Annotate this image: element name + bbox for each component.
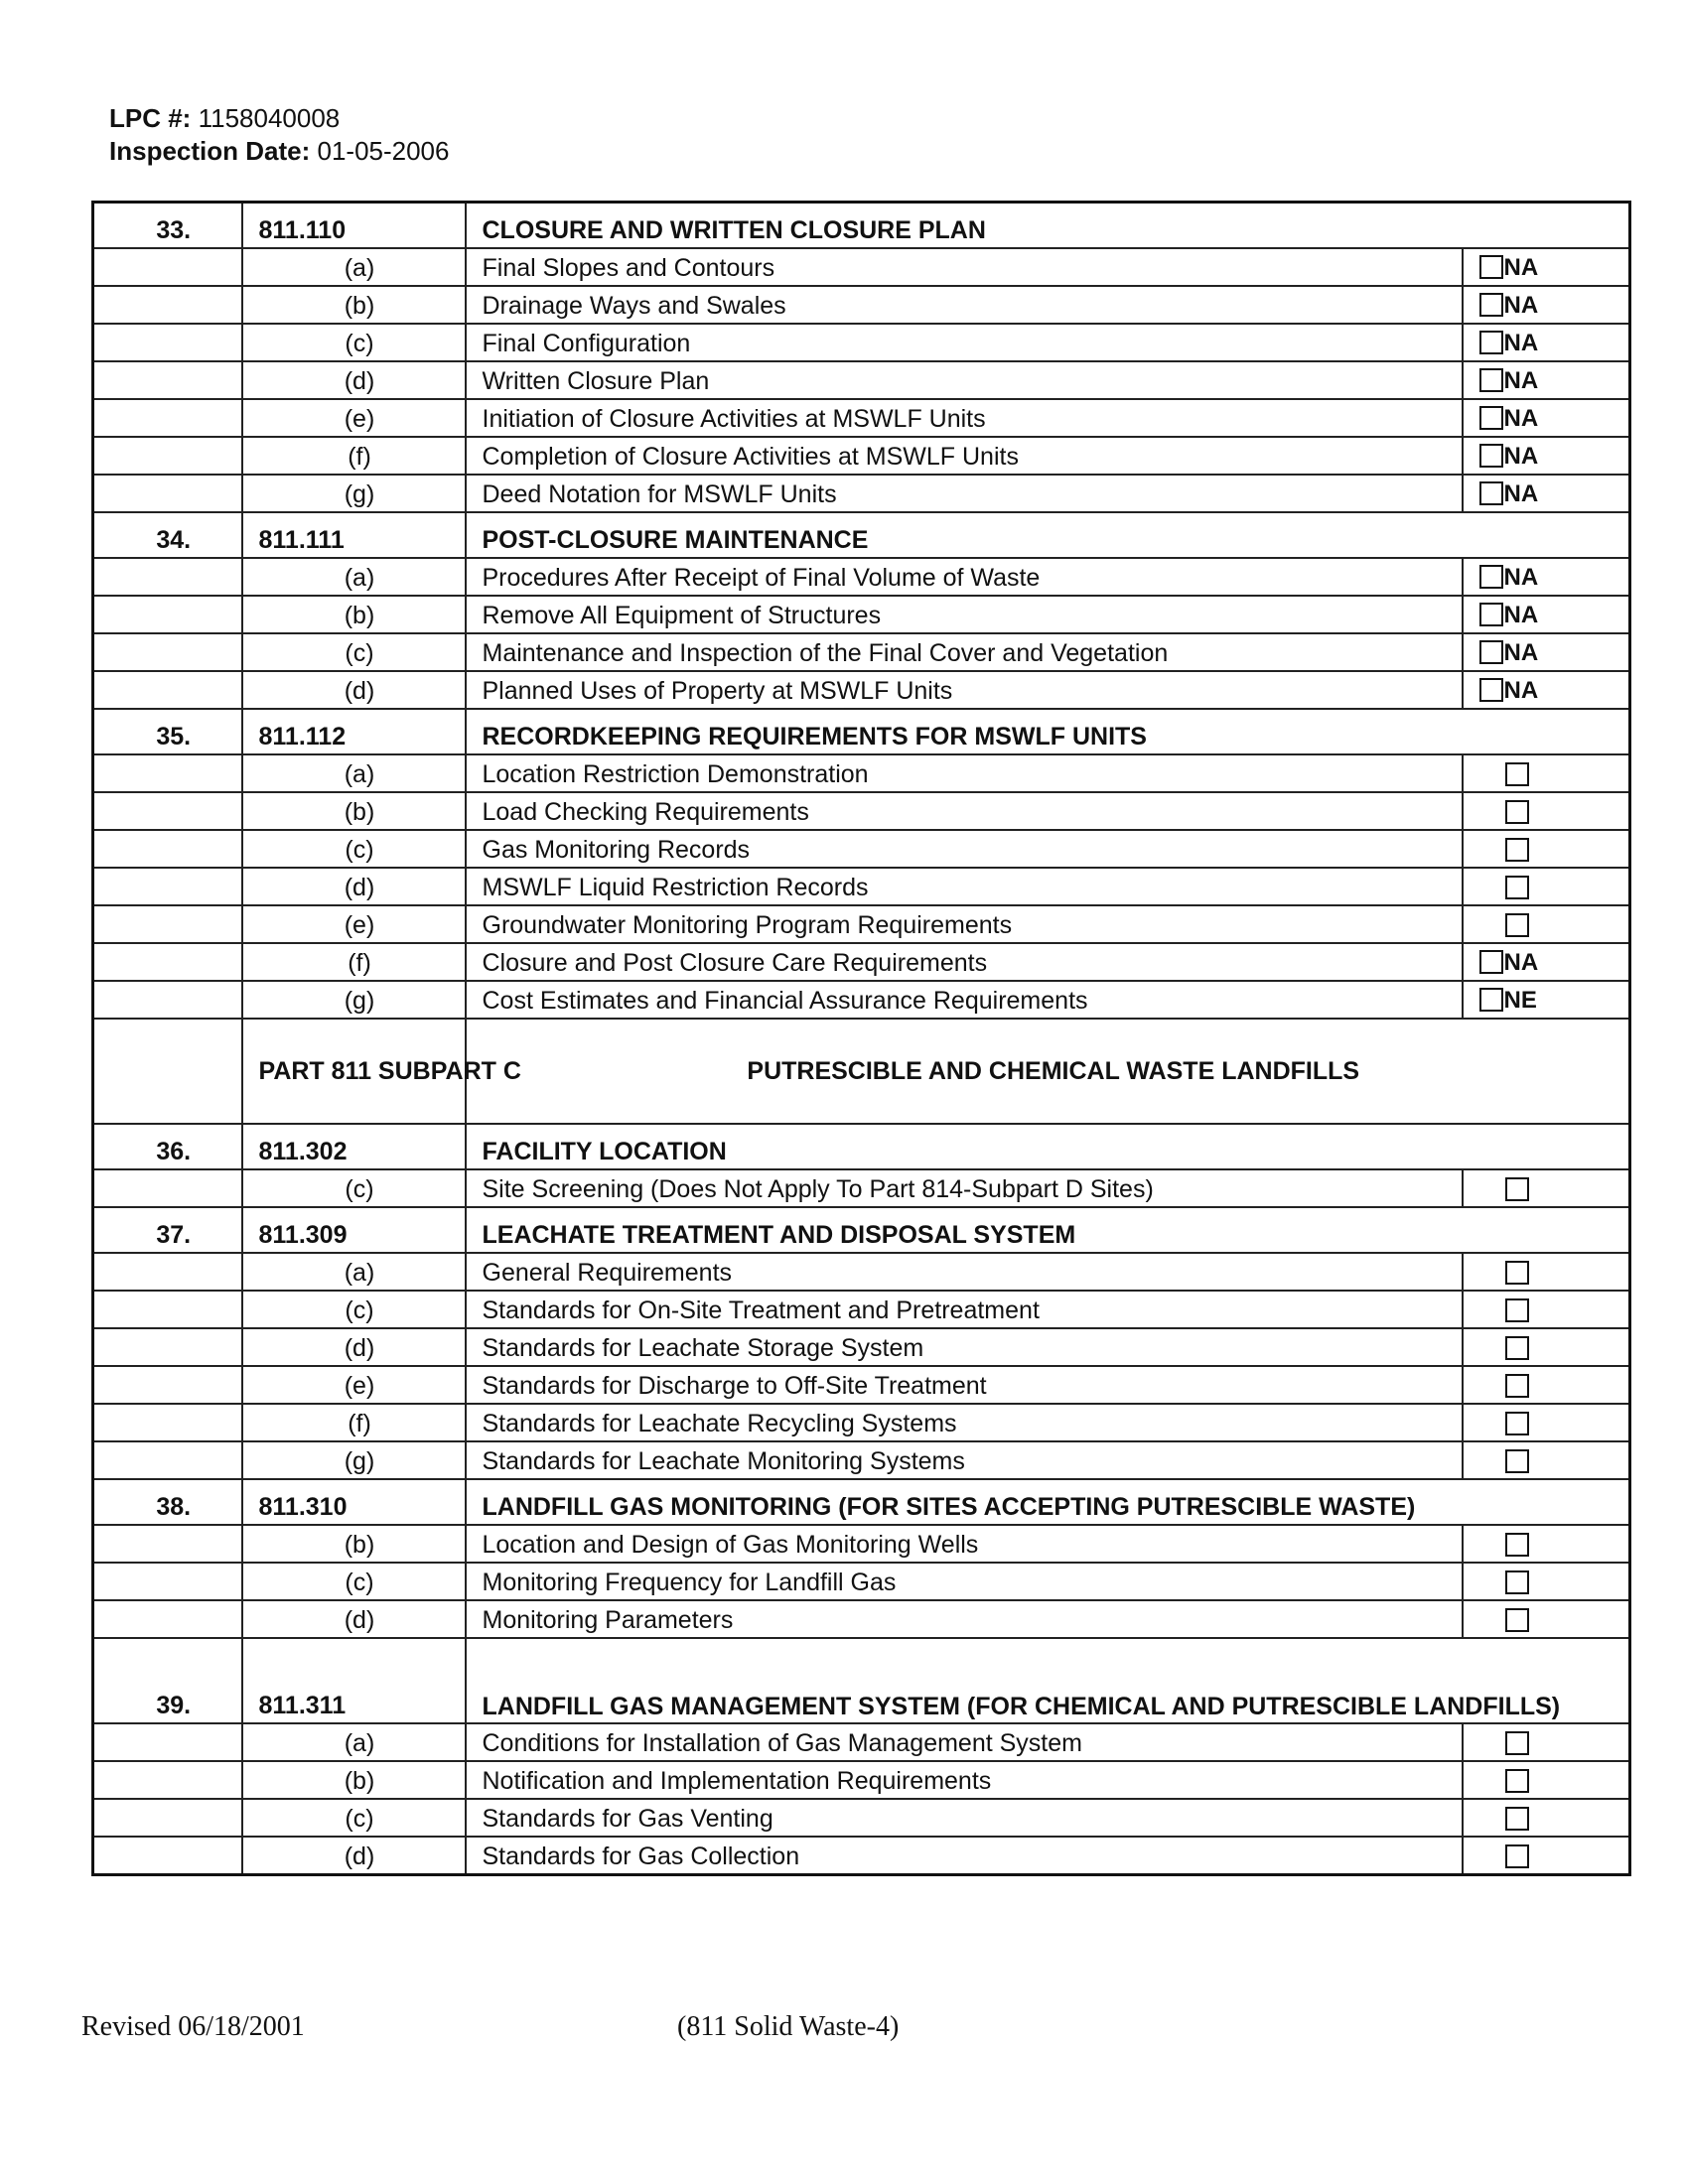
page-label: (811 Solid Waste-4) xyxy=(677,2011,900,2042)
item-description: Initiation of Closure Activities at MSWLF Units xyxy=(466,399,1463,437)
checkbox-label: NA xyxy=(1503,292,1539,319)
checklist-item-row xyxy=(93,868,1630,905)
item-description: Notification and Implementation Requirements xyxy=(466,1761,1463,1799)
item-checkbox-cell xyxy=(1463,1291,1630,1328)
checklist-item-row xyxy=(93,1253,1630,1291)
checkbox-icon[interactable] xyxy=(1505,838,1529,862)
checkbox-label: NA xyxy=(1503,949,1539,976)
checklist-item-row xyxy=(93,792,1630,830)
item-blank-cell xyxy=(93,830,242,868)
item-letter: (d) xyxy=(242,1837,466,1875)
item-blank-cell xyxy=(93,633,242,671)
item-checkbox-cell xyxy=(1463,1799,1630,1837)
section-title: FACILITY LOCATION xyxy=(466,1124,1630,1169)
section-number: 36. xyxy=(93,1124,242,1169)
item-letter: (b) xyxy=(242,792,466,830)
item-blank-cell xyxy=(93,1761,242,1799)
item-checkbox-cell xyxy=(1463,754,1630,792)
checkbox-icon[interactable] xyxy=(1505,876,1529,899)
checkbox-label: NA xyxy=(1503,602,1539,628)
item-checkbox-cell xyxy=(1463,399,1630,437)
section-code: 811.311 xyxy=(242,1638,466,1723)
section-heading-row xyxy=(93,709,1630,754)
checkbox-icon[interactable] xyxy=(1479,444,1503,468)
checkbox-icon[interactable] xyxy=(1479,988,1503,1012)
section-code: 811.302 xyxy=(242,1124,466,1169)
item-letter: (d) xyxy=(242,361,466,399)
checklist-item-row xyxy=(93,475,1630,512)
section-number: 39. xyxy=(93,1638,242,1723)
checkbox-icon[interactable] xyxy=(1505,1298,1529,1322)
checklist-item-row xyxy=(93,1328,1630,1366)
section-code: 811.110 xyxy=(242,203,466,249)
item-blank-cell xyxy=(93,1404,242,1441)
checklist-item-row xyxy=(93,1441,1630,1479)
item-blank-cell xyxy=(93,868,242,905)
item-blank-cell xyxy=(93,1837,242,1875)
checkbox-icon[interactable] xyxy=(1505,1769,1529,1793)
item-blank-cell xyxy=(93,981,242,1019)
item-blank-cell xyxy=(93,1525,242,1563)
checklist-item-row xyxy=(93,1169,1630,1207)
item-letter: (e) xyxy=(242,399,466,437)
item-letter: (a) xyxy=(242,558,466,596)
section-title: LANDFILL GAS MONITORING (FOR SITES ACCEPTING PUTRESCIBLE WASTE) xyxy=(466,1479,1630,1525)
item-letter: (c) xyxy=(242,1799,466,1837)
part-number-cell xyxy=(93,1019,242,1124)
item-description: Gas Monitoring Records xyxy=(466,830,1463,868)
item-blank-cell xyxy=(93,558,242,596)
section-number: 34. xyxy=(93,512,242,558)
item-checkbox-cell xyxy=(1463,286,1630,324)
part-heading-row xyxy=(93,1019,1630,1124)
item-description: Cost Estimates and Financial Assurance Requirements xyxy=(466,981,1463,1019)
item-description: Standards for Gas Venting xyxy=(466,1799,1463,1837)
section-code: 811.111 xyxy=(242,512,466,558)
checklist-item-row xyxy=(93,399,1630,437)
item-description: Maintenance and Inspection of the Final Cover and Vegetation xyxy=(466,633,1463,671)
lpc-value: 1158040008 xyxy=(198,103,341,133)
item-description: Location Restriction Demonstration xyxy=(466,754,1463,792)
checkbox-label: NA xyxy=(1503,405,1539,432)
checkbox-icon[interactable] xyxy=(1505,1177,1529,1201)
checkbox-label: NA xyxy=(1503,443,1539,470)
item-letter: (b) xyxy=(242,1761,466,1799)
item-blank-cell xyxy=(93,596,242,633)
item-letter: (b) xyxy=(242,596,466,633)
section-code: 811.112 xyxy=(242,709,466,754)
item-checkbox-cell xyxy=(1463,905,1630,943)
checkbox-icon[interactable] xyxy=(1505,1844,1529,1868)
item-checkbox-cell xyxy=(1463,1723,1630,1761)
checkbox-label: NA xyxy=(1503,639,1539,666)
item-letter: (g) xyxy=(242,475,466,512)
item-description: Procedures After Receipt of Final Volume of Waste xyxy=(466,558,1463,596)
item-description: Standards for Leachate Storage System xyxy=(466,1328,1463,1366)
revision-note: Revised 06/18/2001 xyxy=(81,2011,305,2042)
item-checkbox-cell xyxy=(1463,248,1630,286)
item-blank-cell xyxy=(93,905,242,943)
item-description: Standards for Leachate Recycling Systems xyxy=(466,1404,1463,1441)
item-letter: (c) xyxy=(242,324,466,361)
item-description: Site Screening (Does Not Apply To Part 814-Subpart D Sites) xyxy=(466,1169,1463,1207)
checkbox-icon[interactable] xyxy=(1479,640,1503,664)
checkbox-icon[interactable] xyxy=(1505,1261,1529,1285)
part-code: PART 811 SUBPART C xyxy=(242,1019,466,1124)
checklist-item-row xyxy=(93,248,1630,286)
section-heading-row xyxy=(93,1479,1630,1525)
checkbox-icon[interactable] xyxy=(1505,1731,1529,1755)
lpc-label: LPC #: xyxy=(109,103,192,133)
checklist-item-row xyxy=(93,830,1630,868)
item-checkbox-cell xyxy=(1463,1600,1630,1638)
item-blank-cell xyxy=(93,1328,242,1366)
checkbox-icon[interactable] xyxy=(1479,565,1503,589)
checkbox-icon[interactable] xyxy=(1479,481,1503,505)
checkbox-icon[interactable] xyxy=(1505,1807,1529,1831)
checkbox-icon[interactable] xyxy=(1505,1533,1529,1557)
item-letter: (c) xyxy=(242,1291,466,1328)
item-description: Standards for On-Site Treatment and Pretreatment xyxy=(466,1291,1463,1328)
item-description: Load Checking Requirements xyxy=(466,792,1463,830)
checklist-item-row xyxy=(93,437,1630,475)
section-heading-row xyxy=(93,1124,1630,1169)
item-checkbox-cell xyxy=(1463,868,1630,905)
item-letter: (e) xyxy=(242,905,466,943)
item-checkbox-cell xyxy=(1463,943,1630,981)
checklist-item-row xyxy=(93,1837,1630,1875)
item-description: Standards for Gas Collection xyxy=(466,1837,1463,1875)
section-number: 37. xyxy=(93,1207,242,1253)
inspection-date xyxy=(109,136,449,167)
item-blank-cell xyxy=(93,1291,242,1328)
item-checkbox-cell xyxy=(1463,633,1630,671)
item-blank-cell xyxy=(93,437,242,475)
item-description: Written Closure Plan xyxy=(466,361,1463,399)
section-code: 811.309 xyxy=(242,1207,466,1253)
section-title: LANDFILL GAS MANAGEMENT SYSTEM (FOR CHEMICAL AND PUTRESCIBLE LANDFILLS) xyxy=(466,1638,1630,1723)
checkbox-icon[interactable] xyxy=(1505,1336,1529,1360)
item-checkbox-cell xyxy=(1463,558,1630,596)
item-letter: (b) xyxy=(242,286,466,324)
item-description: Drainage Ways and Swales xyxy=(466,286,1463,324)
checklist-item-row xyxy=(93,633,1630,671)
item-description: Planned Uses of Property at MSWLF Units xyxy=(466,671,1463,709)
item-blank-cell xyxy=(93,1366,242,1404)
section-heading-row xyxy=(93,203,1630,249)
item-blank-cell xyxy=(93,286,242,324)
item-checkbox-cell xyxy=(1463,324,1630,361)
item-letter: (b) xyxy=(242,1525,466,1563)
item-letter: (c) xyxy=(242,830,466,868)
checkbox-icon[interactable] xyxy=(1505,1570,1529,1594)
inspection-date-value: 01-05-2006 xyxy=(317,136,450,166)
item-blank-cell xyxy=(93,1441,242,1479)
checkbox-icon[interactable] xyxy=(1505,1412,1529,1435)
checklist-item-row xyxy=(93,596,1630,633)
checklist-item-row xyxy=(93,1600,1630,1638)
inspection-date-label: Inspection Date: xyxy=(109,136,311,166)
item-blank-cell xyxy=(93,324,242,361)
item-blank-cell xyxy=(93,754,242,792)
checkbox-icon[interactable] xyxy=(1505,1449,1529,1473)
item-checkbox-cell xyxy=(1463,1328,1630,1366)
section-heading-row xyxy=(93,1207,1630,1253)
checkbox-icon[interactable] xyxy=(1479,331,1503,354)
item-blank-cell xyxy=(93,399,242,437)
item-blank-cell xyxy=(93,1253,242,1291)
item-letter: (d) xyxy=(242,1600,466,1638)
section-number: 33. xyxy=(93,203,242,249)
checklist-item-row xyxy=(93,361,1630,399)
item-checkbox-cell xyxy=(1463,830,1630,868)
item-blank-cell xyxy=(93,361,242,399)
item-checkbox-cell xyxy=(1463,1761,1630,1799)
lpc-number xyxy=(109,103,340,134)
item-letter: (a) xyxy=(242,1253,466,1291)
checkbox-icon[interactable] xyxy=(1479,368,1503,392)
item-blank-cell xyxy=(93,671,242,709)
checklist-item-row xyxy=(93,558,1630,596)
checkbox-icon[interactable] xyxy=(1505,1608,1529,1632)
item-letter: (g) xyxy=(242,981,466,1019)
section-title: CLOSURE AND WRITTEN CLOSURE PLAN xyxy=(466,203,1630,249)
item-blank-cell xyxy=(93,248,242,286)
checklist-item-row xyxy=(93,1799,1630,1837)
item-description: Location and Design of Gas Monitoring Wells xyxy=(466,1525,1463,1563)
item-description: Final Configuration xyxy=(466,324,1463,361)
item-blank-cell xyxy=(93,1799,242,1837)
checkbox-icon[interactable] xyxy=(1505,1374,1529,1398)
item-checkbox-cell xyxy=(1463,1404,1630,1441)
item-letter: (c) xyxy=(242,1563,466,1600)
checkbox-icon[interactable] xyxy=(1479,293,1503,317)
checklist-item-row xyxy=(93,1525,1630,1563)
checkbox-icon[interactable] xyxy=(1479,950,1503,974)
item-description: Monitoring Parameters xyxy=(466,1600,1463,1638)
checkbox-icon[interactable] xyxy=(1505,913,1529,937)
section-heading-row xyxy=(93,1638,1630,1723)
section-number: 35. xyxy=(93,709,242,754)
item-description: Standards for Leachate Monitoring Systems xyxy=(466,1441,1463,1479)
item-description: Deed Notation for MSWLF Units xyxy=(466,475,1463,512)
section-title: POST-CLOSURE MAINTENANCE xyxy=(466,512,1630,558)
checkbox-label: NE xyxy=(1503,987,1537,1014)
item-description: Groundwater Monitoring Program Requirements xyxy=(466,905,1463,943)
item-letter: (a) xyxy=(242,1723,466,1761)
item-blank-cell xyxy=(93,1563,242,1600)
item-description: Remove All Equipment of Structures xyxy=(466,596,1463,633)
section-heading-row xyxy=(93,512,1630,558)
checkbox-label: NA xyxy=(1503,564,1539,591)
checklist-item-row xyxy=(93,943,1630,981)
checkbox-label: NA xyxy=(1503,677,1539,704)
checklist-item-row xyxy=(93,754,1630,792)
item-letter: (a) xyxy=(242,248,466,286)
section-title: RECORDKEEPING REQUIREMENTS FOR MSWLF UNITS xyxy=(466,709,1630,754)
section-number: 38. xyxy=(93,1479,242,1525)
item-checkbox-cell xyxy=(1463,475,1630,512)
item-checkbox-cell xyxy=(1463,981,1630,1019)
item-checkbox-cell xyxy=(1463,792,1630,830)
checkbox-label: NA xyxy=(1503,330,1539,356)
checklist-item-row xyxy=(93,671,1630,709)
checkbox-icon[interactable] xyxy=(1479,255,1503,279)
item-description: Final Slopes and Contours xyxy=(466,248,1463,286)
checkbox-icon[interactable] xyxy=(1479,406,1503,430)
checklist-item-row xyxy=(93,1404,1630,1441)
checkbox-label: NA xyxy=(1503,367,1539,394)
checklist-item-row xyxy=(93,981,1630,1019)
item-checkbox-cell xyxy=(1463,1837,1630,1875)
checkbox-label: NA xyxy=(1503,480,1539,507)
item-letter: (e) xyxy=(242,1366,466,1404)
item-checkbox-cell xyxy=(1463,1169,1630,1207)
part-title: PUTRESCIBLE AND CHEMICAL WASTE LANDFILLS xyxy=(466,1019,1630,1124)
item-description: General Requirements xyxy=(466,1253,1463,1291)
item-letter: (d) xyxy=(242,1328,466,1366)
item-letter: (c) xyxy=(242,1169,466,1207)
checklist-item-row xyxy=(93,1761,1630,1799)
checklist-item-row xyxy=(93,1291,1630,1328)
checklist-item-row xyxy=(93,1563,1630,1600)
checkbox-icon[interactable] xyxy=(1479,678,1503,702)
item-checkbox-cell xyxy=(1463,1563,1630,1600)
item-blank-cell xyxy=(93,1169,242,1207)
item-description: MSWLF Liquid Restriction Records xyxy=(466,868,1463,905)
item-blank-cell xyxy=(93,1600,242,1638)
item-letter: (c) xyxy=(242,633,466,671)
item-checkbox-cell xyxy=(1463,1253,1630,1291)
section-code: 811.310 xyxy=(242,1479,466,1525)
item-blank-cell xyxy=(93,475,242,512)
checklist-item-row xyxy=(93,324,1630,361)
checklist-item-row xyxy=(93,1366,1630,1404)
item-blank-cell xyxy=(93,792,242,830)
checklist-item-row xyxy=(93,1723,1630,1761)
item-letter: (f) xyxy=(242,943,466,981)
checkbox-icon[interactable] xyxy=(1479,603,1503,626)
item-letter: (d) xyxy=(242,671,466,709)
checklist-item-row xyxy=(93,286,1630,324)
item-description: Closure and Post Closure Care Requirements xyxy=(466,943,1463,981)
item-letter: (d) xyxy=(242,868,466,905)
item-checkbox-cell xyxy=(1463,361,1630,399)
item-checkbox-cell xyxy=(1463,1441,1630,1479)
checkbox-icon[interactable] xyxy=(1505,800,1529,824)
item-checkbox-cell xyxy=(1463,596,1630,633)
item-letter: (g) xyxy=(242,1441,466,1479)
checkbox-icon[interactable] xyxy=(1505,762,1529,786)
checkbox-label: NA xyxy=(1503,254,1539,281)
item-description: Monitoring Frequency for Landfill Gas xyxy=(466,1563,1463,1600)
item-checkbox-cell xyxy=(1463,1366,1630,1404)
item-checkbox-cell xyxy=(1463,437,1630,475)
item-letter: (f) xyxy=(242,1404,466,1441)
item-checkbox-cell xyxy=(1463,671,1630,709)
checklist-item-row xyxy=(93,905,1630,943)
item-description: Completion of Closure Activities at MSWLF Units xyxy=(466,437,1463,475)
item-blank-cell xyxy=(93,943,242,981)
item-description: Conditions for Installation of Gas Management System xyxy=(466,1723,1463,1761)
item-checkbox-cell xyxy=(1463,1525,1630,1563)
item-letter: (a) xyxy=(242,754,466,792)
item-description: Standards for Discharge to Off-Site Treatment xyxy=(466,1366,1463,1404)
section-title: LEACHATE TREATMENT AND DISPOSAL SYSTEM xyxy=(466,1207,1630,1253)
inspection-checklist-table xyxy=(91,201,1631,1876)
item-letter: (f) xyxy=(242,437,466,475)
item-blank-cell xyxy=(93,1723,242,1761)
